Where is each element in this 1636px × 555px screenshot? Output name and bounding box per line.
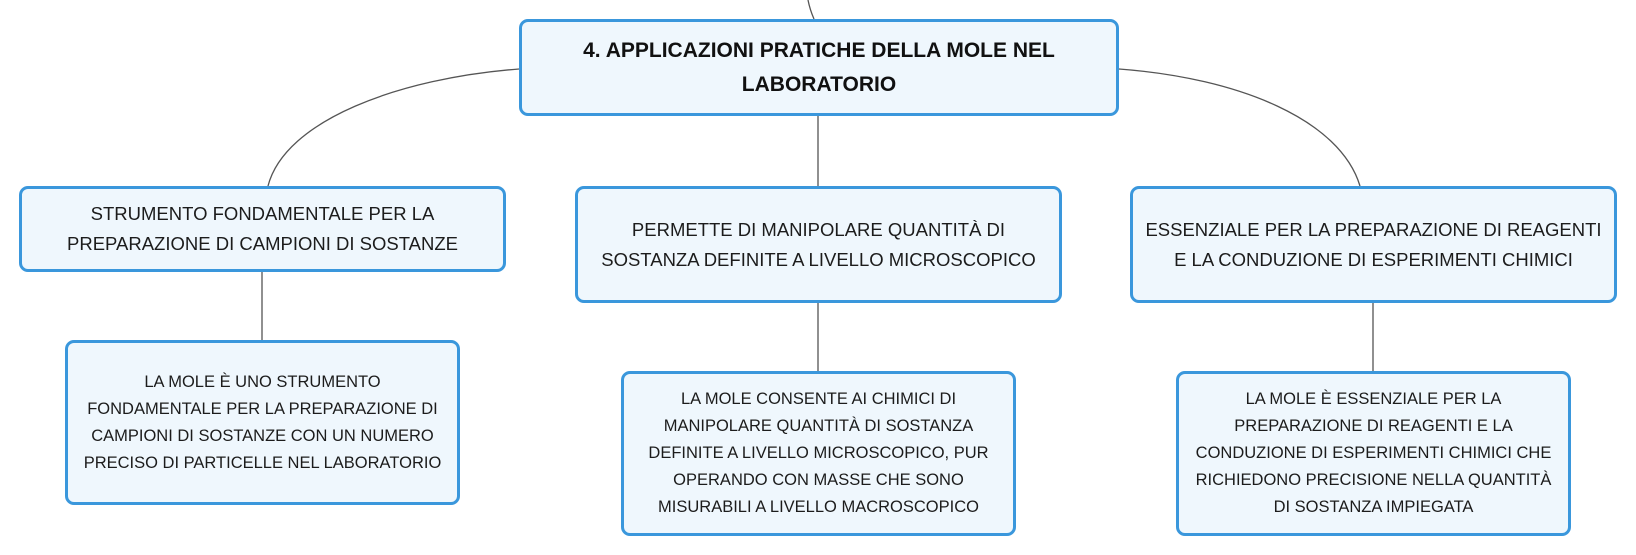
root-topic-node[interactable] bbox=[519, 19, 1119, 116]
detail-node-text: LA MOLE È ESSENZIALE PER LA PREPARAZIONE DI REAGENTI E LA CONDUZIONE DI ESPERIMENTI CHIMICI CHE RICHIEDONO PRECISIONE NELLA QUANTITÀ DI SOSTANZA IMPIEGATA bbox=[1195, 390, 1552, 516]
detail-node-text: LA MOLE CONSENTE AI CHIMICI DI MANIPOLARE QUANTITÀ DI SOSTANZA DEFINITE A LIVELLO MICROSCOPICO, PUR OPERANDO CON MASSE CHE SONO MISURABILI A LIVELLO MACROSCOPICO bbox=[648, 390, 989, 516]
branch-node-text: ESSENZIALE PER LA PREPARAZIONE DI REAGENTI E LA CONDUZIONE DI ESPERIMENTI CHIMICI bbox=[1145, 218, 1602, 270]
detail-node-reagenti[interactable] bbox=[1176, 371, 1571, 536]
connector-root-to-branch-3 bbox=[1119, 69, 1360, 186]
detail-node-manipolare[interactable] bbox=[621, 371, 1016, 536]
branch-node-text: PERMETTE DI MANIPOLARE QUANTITÀ DI SOSTANZA DEFINITE A LIVELLO MICROSCOPICO bbox=[601, 218, 1036, 270]
branch-node-text: STRUMENTO FONDAMENTALE PER LA PREPARAZIONE DI CAMPIONI DI SOSTANZE bbox=[67, 203, 458, 254]
branch-node-manipolare[interactable] bbox=[575, 186, 1062, 303]
connector-root-to-branch-1 bbox=[268, 69, 519, 186]
root-topic-text: 4. APPLICAZIONI PRATICHE DELLA MOLE NEL LABORATORIO bbox=[583, 38, 1055, 96]
branch-node-campioni[interactable] bbox=[19, 186, 506, 272]
branch-node-reagenti[interactable] bbox=[1130, 186, 1617, 303]
detail-node-campioni[interactable] bbox=[65, 340, 460, 505]
connector-parent-to-root bbox=[808, 0, 814, 19]
detail-node-text: LA MOLE È UNO STRUMENTO FONDAMENTALE PER LA PREPARAZIONE DI CAMPIONI DI SOSTANZE CON UN NUMERO PRECISO DI PARTICELLE NEL LABORATORIO bbox=[83, 372, 442, 472]
